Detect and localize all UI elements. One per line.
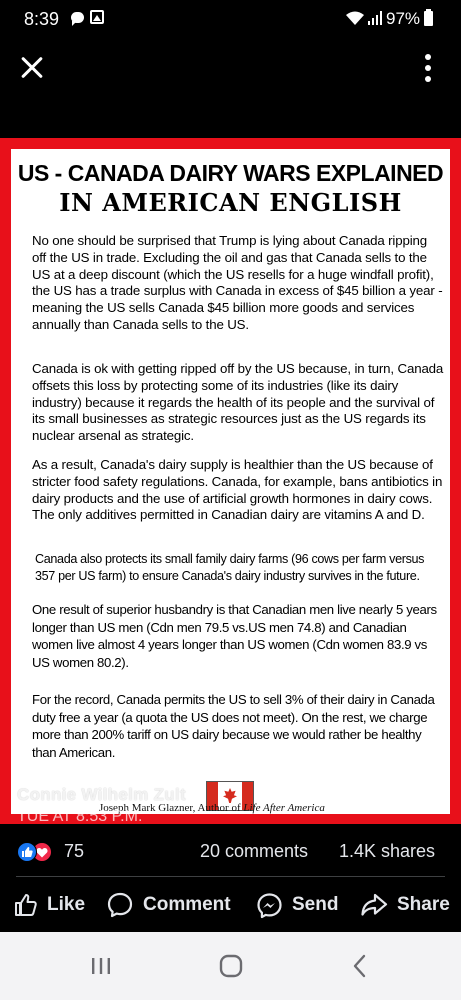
shares-count[interactable]: 1.4K shares	[339, 841, 436, 861]
image-title-line1: US - CANADA DAIRY WARS EXPLAINED	[17, 160, 444, 186]
image-paragraph: One result of superior husbandry is that Canadian men live nearly 5 years longer than US men (Cdn men 79.5 vs.US men 74.8) and Canadian women live almost 4 years longer than US women (Cdn women 83.9 vs US women 80.2).	[32, 602, 437, 670]
image-paragraph: Canada is ok with getting ripped off by the US because, in turn, Canada offsets this loss by protecting some of its industries (like its dairy industry) because it regards the health of its people and the survival of its small businesses as strategic resources just as the US regards its nuclear arsenal as strategic.	[32, 361, 444, 444]
image-paragraph: For the record, Canada permits the US to sell 3% of their dairy in Canada duty free a year (a quota the US does not meet). On the rest, we charge more than 200% tariff on US dairy because we would rather be healthy than American.	[32, 692, 435, 760]
gallery-notification-icon	[90, 10, 104, 24]
comment-button[interactable]	[106, 890, 231, 920]
divider	[16, 876, 445, 877]
share-button[interactable]	[360, 890, 450, 920]
image-paragraph: Canada also protects its small family dairy farms (96 cows per farm versus 357 per US farm) to ensure Canada's dairy industry survives in the future.	[35, 552, 425, 583]
post-timestamp[interactable]: TUE AT 8:53 P.M.	[17, 808, 143, 825]
image-author-credit: Joseph Mark Glazner, Author of Life After America	[99, 802, 325, 814]
home-icon[interactable]	[218, 952, 244, 980]
comment-label: Comment	[143, 894, 231, 915]
signal-icon	[368, 11, 382, 25]
share-arrow-icon	[360, 892, 388, 918]
book-title: Life After America	[243, 802, 325, 814]
system-navigation-bar	[0, 932, 461, 1000]
like-button[interactable]	[14, 890, 85, 920]
comments-count[interactable]: 20 comments	[200, 841, 309, 861]
back-icon[interactable]	[350, 952, 370, 980]
more-options-button[interactable]	[414, 50, 442, 86]
share-label: Share	[397, 894, 450, 915]
image-card	[11, 149, 450, 814]
image-paragraph: No one should be surprised that Trump is lying about Canada ripping off the US in trade. Excluding the oil and gas that Canada sells to the US at a deep discount (which the US resells for a huge windfall profit), the US has a trade surplus with Canada in excess of $45 billion a year - meaning the US sells Canada $45 billion more goods and services annually than Canada sells to the US.	[32, 233, 443, 332]
send-label: Send	[292, 894, 339, 915]
messenger-icon	[256, 892, 283, 919]
poster-name[interactable]: Connie Wilhelm Zult	[17, 785, 186, 804]
reactions-bar	[0, 832, 461, 872]
battery-icon	[424, 11, 433, 26]
image-paragraph: As a result, Canada's dairy supply is healthier than the US because of stricter food safety regulations. Canada, for example, bans antibiotics in dairy products and the use of artificial growth hormones in dairy cows. The only additives permitted in Canadian dairy are vitamins A and D.	[32, 457, 443, 523]
status-time: 8:39	[24, 9, 60, 29]
comment-bubble-icon	[106, 891, 134, 919]
post-actions	[0, 880, 461, 930]
close-button[interactable]	[14, 50, 50, 86]
recent-apps-icon[interactable]	[90, 952, 112, 980]
like-reaction-icon[interactable]	[17, 842, 37, 862]
status-bar	[0, 0, 461, 40]
battery-percent: 97%	[386, 9, 421, 28]
reactions-count[interactable]: 75	[64, 841, 85, 861]
image-title-line2: IN AMERICAN ENGLISH	[59, 188, 402, 217]
send-button[interactable]	[256, 890, 338, 920]
like-label: Like	[47, 894, 86, 915]
thumbs-up-icon	[14, 893, 38, 917]
wifi-icon	[345, 10, 365, 26]
chat-notification-icon	[71, 12, 84, 23]
post-image[interactable]	[0, 138, 461, 824]
